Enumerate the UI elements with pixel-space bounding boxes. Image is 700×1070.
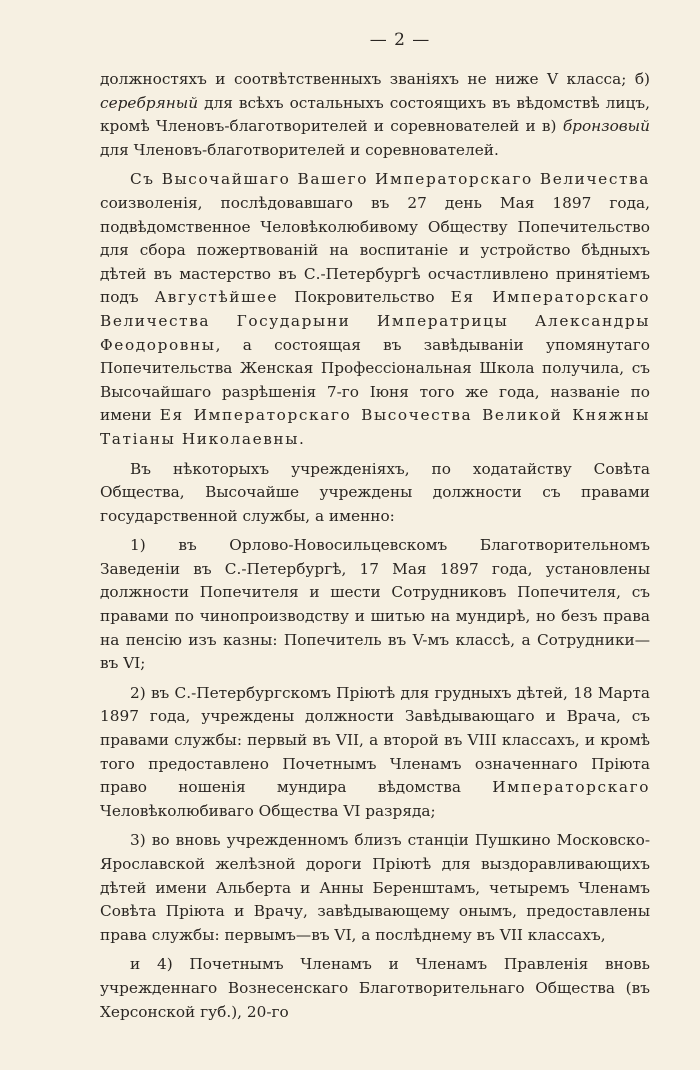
text-run: 2) въ С.-Петербургскомъ Пріютѣ для грудныхъ дѣтей, 18 Марта 1897 года, учреждены должности Завѣдывающаго и Врача, съ правами службы: первый въ VII, а второй въ VIII классахъ, и кромѣ того предоставлено Почетнымъ Членамъ означеннаго Пріюта право ношенія мундира вѣдомства — [100, 683, 650, 797]
text-run: должностяхъ и соотвѣтственныхъ званіяхъ не ниже V класса; б) — [100, 70, 650, 88]
text-run: Ея Императорскаго Величества Государыни Императрицы Александры Феодоровны — [100, 288, 651, 354]
text-run: соизволенія, послѣдовавшаго въ 27 день Мая 1897 года, подвѣдомственное Человѣколюбивому Обществу Попечительство для сбора пожертвованій на воспитаніе и устройство бѣдныхъ дѣтей въ мастерство въ С.-Петербургѣ осчастливлено принятіемъ подъ — [100, 193, 650, 307]
text-run: Императорскаго — [492, 778, 650, 797]
text-run: Въ нѣкоторыхъ учрежденіяхъ, по ходатайству Совѣта Общества, Высочайше учреждены должности съ правами государственной службы, а именно: — [100, 459, 650, 525]
text-run: Августѣйшее — [154, 288, 279, 307]
text-run: Покровительство — [278, 288, 451, 307]
text-run: 1) въ Орлово-Новосильцевскомъ Благотворительномъ Заведеніи въ С.-Петербургѣ, 17 Мая 1897 года, установлены должности Попечителя и шести Сотрудниковъ Попечителя, съ правами по чинопроизводству и шитью на мундирѣ, но безъ права на пенсію изъ казны: Попечитель въ V-мъ классѣ, а Сотрудники—въ VI; — [100, 536, 650, 673]
text-run: Съ Высочайшаго Вашего Императорскаго Величества — [130, 170, 650, 189]
paragraph-4 — [100, 682, 650, 824]
paragraph-3 — [100, 534, 650, 676]
paragraph-2 — [100, 458, 650, 529]
paragraph-0 — [100, 68, 650, 162]
text-run: . — [299, 429, 304, 448]
text-run: для всѣхъ остальныхъ состоящихъ въ вѣдомствѣ лицъ, кромѣ Членовъ-благотворителей и соревнователей и в) — [100, 93, 650, 136]
text-run: , а состоящая въ завѣдываніи упомянутаго Попечительства Женская Профессіональная Школа получила, съ Высочайшаго разрѣшенія 7-го Іюня того же года, названіе по имени — [100, 335, 650, 425]
text-run: 3) во вновь учрежденномъ близъ станціи Пушкино Московско-Ярославской желѣзной дороги Пріютѣ для выздоравливающихъ дѣтей имени Альберта и Анны Беренштамъ, четыремъ Членамъ Совѣта Пріюта и Врачу, завѣдывающему онымъ, предоставлены права службы: первымъ—въ VI, а послѣднему въ VII классахъ, — [100, 831, 650, 944]
text-run: бронзовый — [562, 117, 650, 136]
text-run: Человѣколюбиваго Общества VI разряда; — [100, 801, 436, 820]
document-body — [100, 68, 650, 1024]
text-run: серебряный — [100, 93, 199, 112]
text-run: Ея Императорскаго Высочества Великой Княжны Татіаны Николаевны — [100, 406, 650, 448]
paragraph-1 — [100, 168, 650, 451]
page-number: — 2 — — [369, 30, 431, 50]
paragraph-5 — [100, 829, 650, 947]
paragraph-6 — [100, 953, 650, 1024]
text-run: для Членовъ-благотворителей и соревнователей. — [100, 140, 499, 159]
text-run: и 4) Почетнымъ Членамъ и Членамъ Правленія вновь учрежденнаго Вознесенскаго Благотворительнаго Общества (въ Херсонской губ.), 20-го — [100, 955, 650, 1021]
